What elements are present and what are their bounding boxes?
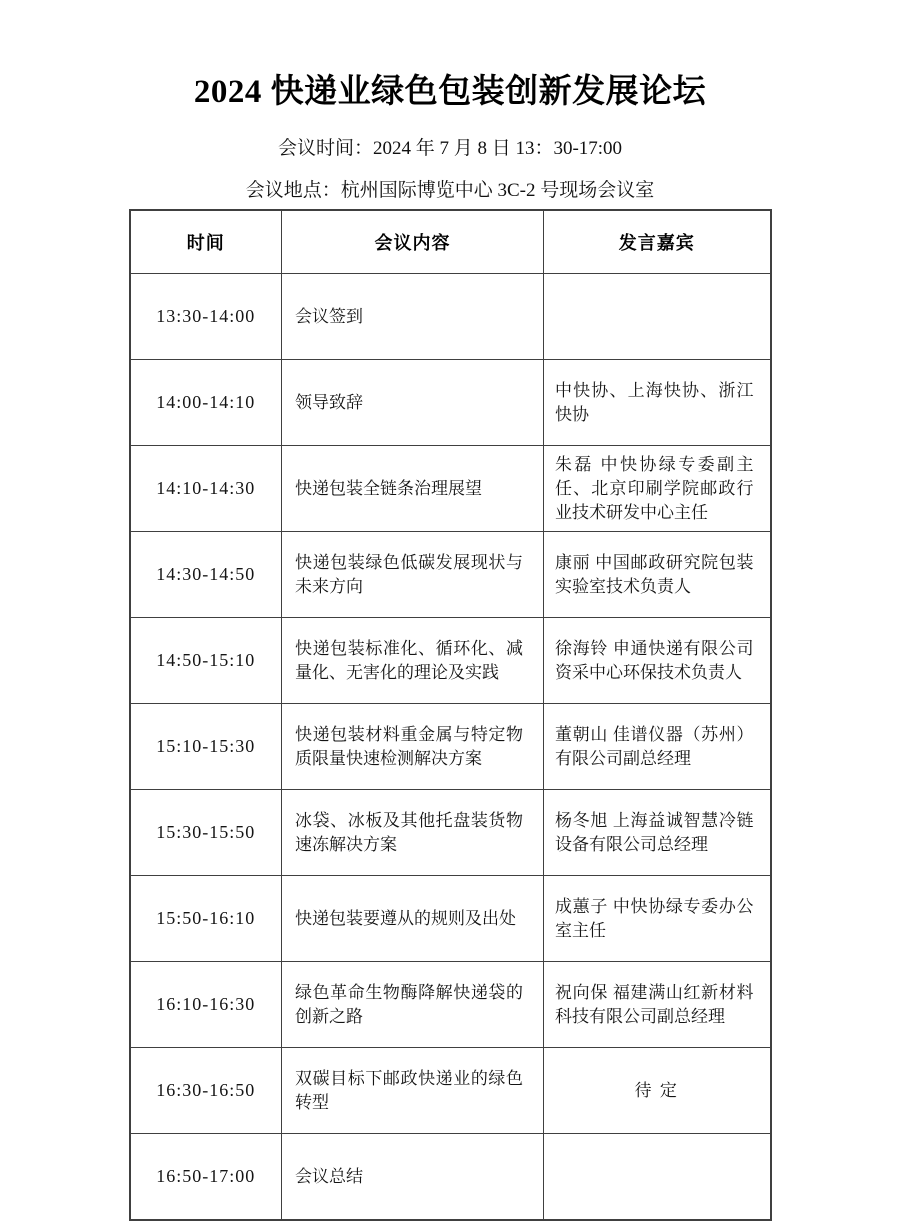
column-header-speaker: 发言嘉宾: [544, 210, 771, 274]
time-cell: 14:30-14:50: [130, 532, 282, 618]
time-cell: 14:50-15:10: [130, 618, 282, 704]
table-row: [130, 360, 771, 446]
time-cell: 15:30-15:50: [130, 790, 282, 876]
table-row: [130, 618, 771, 704]
content-cell: 快递包装要遵从的规则及出处: [282, 876, 544, 962]
table-row: [130, 962, 771, 1048]
speaker-cell: 杨冬旭 上海益诚智慧冷链设备有限公司总经理: [544, 790, 771, 876]
speaker-cell: 待 定: [544, 1048, 771, 1134]
agenda-table: [129, 209, 772, 1221]
speaker-cell: 朱磊 中快协绿专委副主任、北京印刷学院邮政行业技术研发中心主任: [544, 446, 771, 532]
time-cell: 14:00-14:10: [130, 360, 282, 446]
time-cell: 16:30-16:50: [130, 1048, 282, 1134]
table-row: [130, 274, 771, 360]
table-row: [130, 704, 771, 790]
speaker-cell: 中快协、上海快协、浙江快协: [544, 360, 771, 446]
content-cell: 快递包装标准化、循环化、减量化、无害化的理论及实践: [282, 618, 544, 704]
page-title: 2024 快递业绿色包装创新发展论坛: [193, 74, 707, 110]
table-row: [130, 532, 771, 618]
content-cell: 会议签到: [282, 274, 544, 360]
content-cell: 冰袋、冰板及其他托盘装货物速冻解决方案: [282, 790, 544, 876]
content-cell: 绿色革命生物酶降解快递袋的创新之路: [282, 962, 544, 1048]
content-cell: 快递包装绿色低碳发展现状与未来方向: [282, 532, 544, 618]
time-cell: 14:10-14:30: [130, 446, 282, 532]
content-cell: 双碳目标下邮政快递业的绿色转型: [282, 1048, 544, 1134]
speaker-cell: 祝向保 福建满山红新材料科技有限公司副总经理: [544, 962, 771, 1048]
table-row: [130, 1048, 771, 1134]
speaker-cell: [544, 1134, 771, 1221]
content-cell: 快递包装全链条治理展望: [282, 446, 544, 532]
content-cell: 会议总结: [282, 1134, 544, 1221]
table-row: [130, 876, 771, 962]
speaker-cell: [544, 274, 771, 360]
column-header-time: 时间: [130, 210, 282, 274]
time-cell: 16:50-17:00: [130, 1134, 282, 1221]
table-row: [130, 446, 771, 532]
meeting-place-line: 会议地点：杭州国际博览中心 3C-2 号现场会议室: [245, 180, 655, 201]
content-cell: 领导致辞: [282, 360, 544, 446]
speaker-cell: 徐海铃 申通快递有限公司资采中心环保技术负责人: [544, 618, 771, 704]
time-cell: 15:10-15:30: [130, 704, 282, 790]
speaker-cell: 康丽 中国邮政研究院包装实验室技术负责人: [544, 532, 771, 618]
content-cell: 快递包装材料重金属与特定物质限量快速检测解决方案: [282, 704, 544, 790]
speaker-cell: 董朝山 佳谱仪器（苏州）有限公司副总经理: [544, 704, 771, 790]
table-row: [130, 790, 771, 876]
speaker-cell: 成蕙子 中快协绿专委办公室主任: [544, 876, 771, 962]
time-cell: 15:50-16:10: [130, 876, 282, 962]
column-header-content: 会议内容: [282, 210, 544, 274]
table-row: [130, 1134, 771, 1221]
table-header-row: [130, 210, 771, 274]
time-cell: 13:30-14:00: [130, 274, 282, 360]
meeting-time-line: 会议时间：2024 年 7 月 8 日 13：30-17:00: [277, 138, 623, 159]
time-cell: 16:10-16:30: [130, 962, 282, 1048]
